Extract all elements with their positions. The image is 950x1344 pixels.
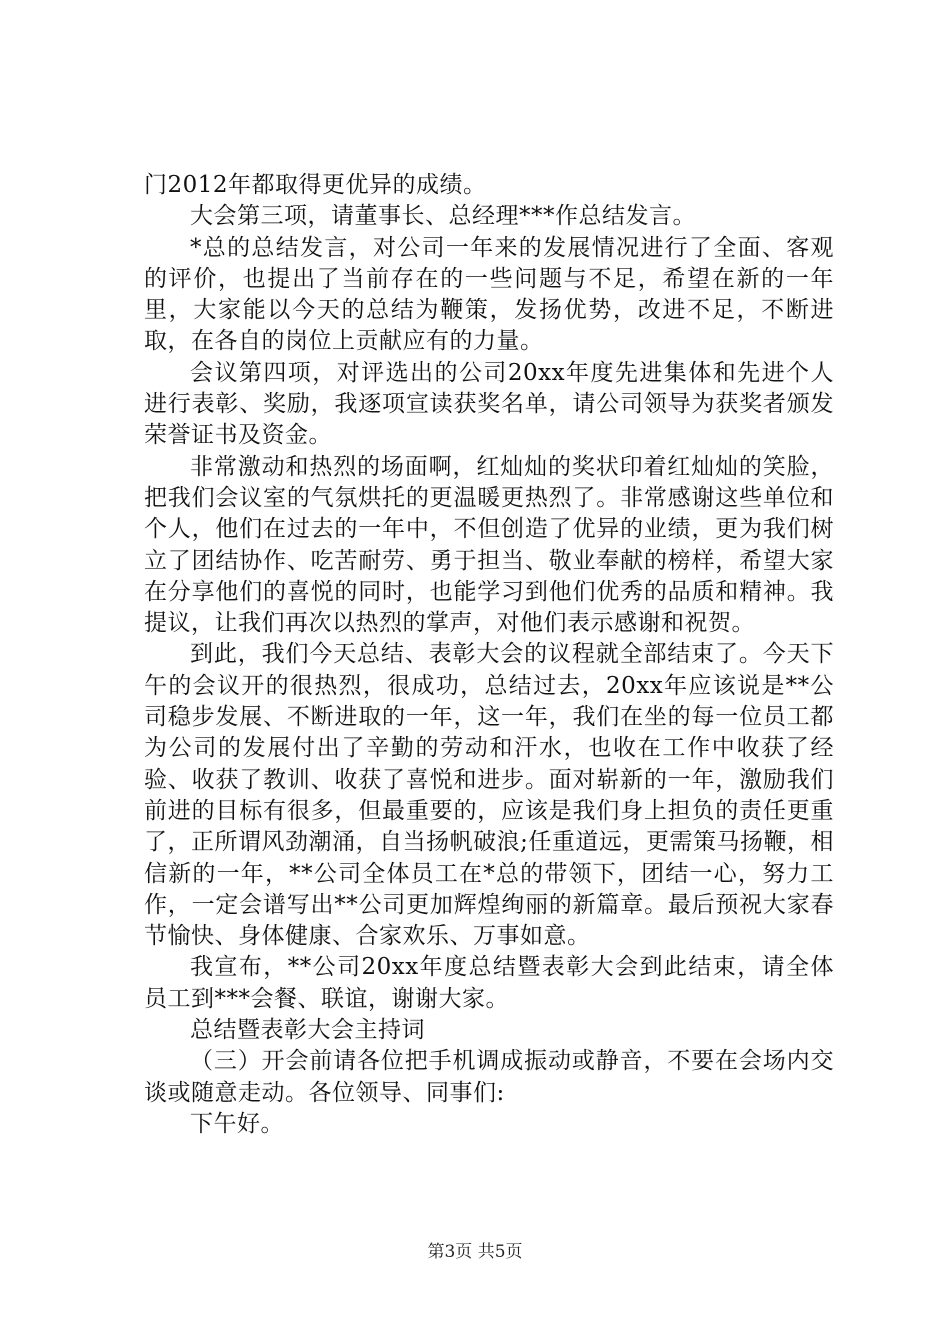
paragraph-3: *总的总结发言，对公司一年来的发展情况进行了全面、客观的评价，也提出了当前存在的一些问题与不足，希望在新的一年里，大家能以今天的总结为鞭策，发扬优势，改进不足，不断进取，在各自的岗位上贡献应有的力量。 xyxy=(144,234,834,355)
paragraph-8: （三）开会前请各位把手机调成振动或静音，不要在会场内交谈或随意走动。各位领导、同事们: xyxy=(144,1048,834,1106)
paragraph-5: 非常激动和热烈的场面啊，红灿灿的奖状印着红灿灿的笑脸，把我们会议室的气氛烘托的更温暖更热烈了。非常感谢这些单位和个人，他们在过去的一年中，不但创造了优异的业绩，更为我们树立了团结协作、吃苦耐劳、勇于担当、敬业奉献的榜样，希望大家在分享他们的喜悦的同时，也能学习到他们优秀的品质和精神。我提议，让我们再次以热烈的掌声，对他们表示感谢和祝贺。 xyxy=(144,453,834,637)
paragraph-9: 下午好。 xyxy=(190,1110,284,1137)
page-footer: 第3页 共5页 xyxy=(427,1242,523,1262)
document-body xyxy=(144,170,834,1140)
paragraph-4: 会议第四项，对评选出的公司20xx年度先进集体和先进个人进行表彰、奖励，我逐项宣读获奖名单，请公司领导为获奖者颁发荣誉证书及资金。 xyxy=(144,359,834,449)
paragraph-6: 到此，我们今天总结、表彰大会的议程就全部结束了。今天下午的会议开的很热烈，很成功，总结过去，20xx年应该说是**公司稳步发展、不断进取的一年，这一年，我们在坐的每一位员工都为公司的发展付出了辛勤的劳动和汗水，也收在工作中收获了经验、收获了教训、收获了喜悦和进步。面对崭新的一年，激励我们前进的目标有很多，但最重要的，应该是我们身上担负的责任更重了，正所谓风劲潮涌，自当扬帆破浪;任重道远，更需策马扬鞭，相信新的一年，**公司全体员工在*总的带领下，团结一心，努力工作，一定会谱写出**公司更加辉煌绚丽的新篇章。最后预祝大家春节愉快、身体健康、合家欢乐、万事如意。 xyxy=(144,641,834,950)
section-heading: 总结暨表彰大会主持词 xyxy=(190,1017,425,1044)
paragraph-7: 我宣布，**公司20xx年度总结暨表彰大会到此结束，请全体员工到***会餐、联谊，谢谢大家。 xyxy=(144,954,834,1012)
paragraph-1: 门2012年都取得更优异的成绩。 xyxy=(144,172,487,198)
paragraph-2: 大会第三项，请董事长、总经理***作总结发言。 xyxy=(190,203,696,230)
